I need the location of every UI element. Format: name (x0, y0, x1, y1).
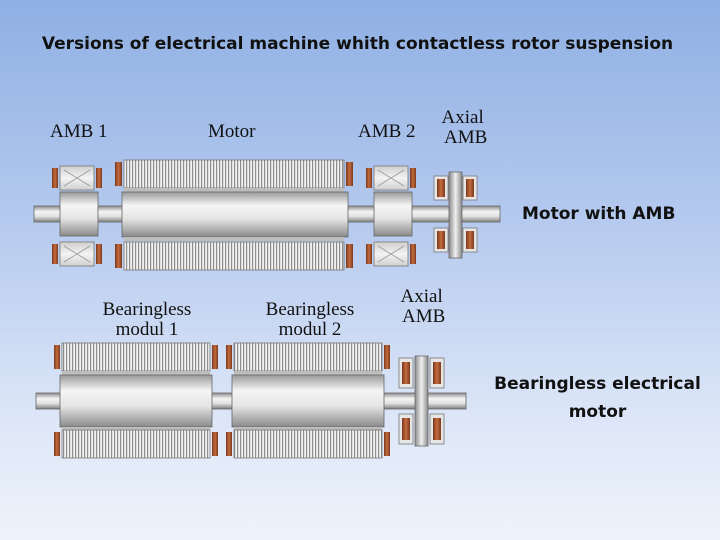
caption-motor-with-amb: Motor with AMB (522, 204, 676, 224)
motor-unit (115, 160, 353, 270)
bearingless-module-2 (226, 343, 390, 458)
label-axial-line2: AMB (444, 127, 488, 148)
top-machine (34, 160, 500, 270)
bearingless-module-1 (54, 343, 218, 458)
caption-line2: motor (568, 402, 627, 422)
label-amb-2: AMB 2 (358, 121, 416, 142)
page-title: Versions of electrical machine whith contactless rotor suspension (41, 34, 674, 54)
label-module2-line2: modul 2 (278, 319, 342, 340)
label-module2-line1: Bearingless (265, 299, 355, 320)
label-axial-line1: Axial (400, 286, 443, 307)
label-amb-1: AMB 1 (50, 121, 108, 142)
bottom-machine (36, 343, 466, 458)
label-axial-line2: AMB (402, 306, 446, 327)
caption-line1: Bearingless electrical (494, 374, 701, 394)
label-module1-line1: Bearingless (102, 299, 192, 320)
label-axial-line1: Axial (441, 107, 484, 128)
label-motor: Motor (208, 121, 256, 142)
label-module1-line2: modul 1 (115, 319, 179, 340)
